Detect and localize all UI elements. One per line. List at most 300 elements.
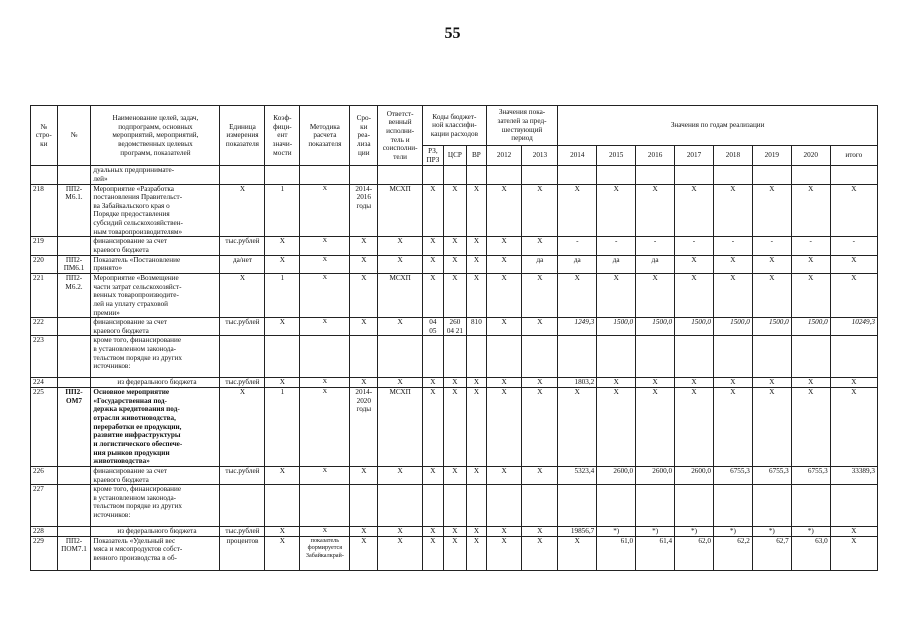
cell-unit: тыс.рублей <box>220 378 265 388</box>
cell-code-csr <box>443 336 467 378</box>
cell-value-2015: 1500,0 <box>597 318 636 336</box>
cell-deadline <box>350 166 378 184</box>
cell-item-code: ПП2- М6.1. <box>57 184 91 237</box>
header-csr: ЦСР <box>443 146 467 166</box>
header-coefficient: Коэф- фици- ент значи- мости <box>265 106 300 166</box>
cell-value-2019: Х <box>752 388 791 467</box>
header-year-2019: 2019 <box>752 146 791 166</box>
cell-code-vr: Х <box>467 527 486 537</box>
cell-value-2019 <box>752 485 791 527</box>
header-number: № <box>57 106 91 166</box>
cell-value-2013 <box>522 336 558 378</box>
cell-value-2014: Х <box>558 388 597 467</box>
cell-method <box>300 166 350 184</box>
cell-item-name: Основное мероприятие «Государственная под- держка кредитования под- отрасли животноводства, переработки ее продукции, развитие инфраструктуры и логистического обеспече- ния рынков продукции животноводства» <box>91 388 220 467</box>
cell-code-rz: Х <box>423 184 443 237</box>
cell-item-code <box>57 378 91 388</box>
cell-value-2015 <box>597 485 636 527</box>
cell-row-number: 227 <box>31 485 58 527</box>
cell-unit: тыс.рублей <box>220 466 265 484</box>
cell-total: Х <box>830 527 877 537</box>
cell-total: Х <box>830 184 877 237</box>
cell-item-name: кроме того, финансирование в установленном законода- тельством порядке из других источников: <box>91 336 220 378</box>
cell-code-csr: Х <box>443 378 467 388</box>
cell-code-csr: Х <box>443 527 467 537</box>
cell-value-2012 <box>486 485 522 527</box>
cell-coefficient: Х <box>265 378 300 388</box>
cell-value-2015: Х <box>597 388 636 467</box>
table-row <box>31 184 878 237</box>
cell-value-2016 <box>636 485 675 527</box>
cell-deadline: Х <box>350 237 378 255</box>
cell-row-number: 222 <box>31 318 58 336</box>
cell-row-number: 220 <box>31 255 58 273</box>
header-yearly-values: Значения по годам реализации <box>558 106 878 146</box>
cell-value-2019: Х <box>752 378 791 388</box>
cell-value-2019: 1500,0 <box>752 318 791 336</box>
cell-value-2016: да <box>636 255 675 273</box>
cell-code-csr: Х <box>443 466 467 484</box>
cell-value-2013: Х <box>522 527 558 537</box>
cell-unit: Х <box>220 273 265 317</box>
cell-value-2019: Х <box>752 255 791 273</box>
cell-row-number: 221 <box>31 273 58 317</box>
cell-coefficient: Х <box>265 536 300 570</box>
cell-code-csr: 260 04 21 <box>443 318 467 336</box>
cell-value-2015: 61,0 <box>597 536 636 570</box>
cell-value-2019: 6755,3 <box>752 466 791 484</box>
cell-value-2018 <box>713 485 752 527</box>
cell-value-2018: Х <box>713 255 752 273</box>
cell-value-2016 <box>636 336 675 378</box>
cell-item-name: Мероприятие «Возмещение части затрат сельскохозяйст- венных товаропроизводите- лей на уплату страховой премии» <box>91 273 220 317</box>
cell-value-2017: Х <box>675 388 714 467</box>
cell-responsible: Х <box>378 378 423 388</box>
cell-responsible: МСХП <box>378 273 423 317</box>
cell-value-2017: 2600,0 <box>675 466 714 484</box>
cell-responsible: Х <box>378 255 423 273</box>
cell-value-2012 <box>486 166 522 184</box>
header-vr: ВР <box>467 146 486 166</box>
cell-value-2012: Х <box>486 273 522 317</box>
cell-item-name: финансирование за счет краевого бюджета <box>91 237 220 255</box>
cell-value-2014 <box>558 485 597 527</box>
cell-code-rz: Х <box>423 237 443 255</box>
table-row <box>31 378 878 388</box>
cell-value-2016: Х <box>636 378 675 388</box>
cell-value-2012: Х <box>486 536 522 570</box>
cell-method: Х <box>300 378 350 388</box>
cell-coefficient: 1 <box>265 184 300 237</box>
cell-value-2017: - <box>675 237 714 255</box>
cell-value-2012 <box>486 336 522 378</box>
cell-unit: тыс.рублей <box>220 527 265 537</box>
cell-value-2018: Х <box>713 388 752 467</box>
cell-value-2020: Х <box>791 255 830 273</box>
cell-deadline: Х <box>350 318 378 336</box>
cell-value-2014: 5323,4 <box>558 466 597 484</box>
cell-value-2014: 19856,7 <box>558 527 597 537</box>
header-rz: РЗ, ПРЗ <box>423 146 443 166</box>
cell-coefficient: 1 <box>265 273 300 317</box>
cell-value-2014: Х <box>558 184 597 237</box>
cell-value-2020: Х <box>791 184 830 237</box>
header-total: итого <box>830 146 877 166</box>
cell-method: Х <box>300 388 350 467</box>
cell-item-code <box>57 485 91 527</box>
cell-unit: Х <box>220 184 265 237</box>
cell-method: Х <box>300 237 350 255</box>
cell-value-2014: Х <box>558 536 597 570</box>
cell-value-2013: да <box>522 255 558 273</box>
cell-item-name: финансирование за счет краевого бюджета <box>91 318 220 336</box>
cell-item-code <box>57 466 91 484</box>
cell-value-2016: 2600,0 <box>636 466 675 484</box>
cell-responsible: Х <box>378 237 423 255</box>
cell-total <box>830 485 877 527</box>
cell-value-2018: *) <box>713 527 752 537</box>
table-row <box>31 255 878 273</box>
cell-item-name: Мероприятие «Разработка постановления Правительст- ва Забайкальского края о Порядке предоставления субсидий сельскохозяйствен- ным товаропроизводителям» <box>91 184 220 237</box>
cell-total <box>830 166 877 184</box>
cell-unit: процентов <box>220 536 265 570</box>
cell-value-2020: 1500,0 <box>791 318 830 336</box>
cell-value-2012: Х <box>486 466 522 484</box>
cell-code-csr: Х <box>443 237 467 255</box>
cell-unit <box>220 166 265 184</box>
cell-value-2020: *) <box>791 527 830 537</box>
cell-responsible <box>378 336 423 378</box>
cell-value-2014 <box>558 336 597 378</box>
cell-coefficient <box>265 166 300 184</box>
cell-unit: Х <box>220 388 265 467</box>
cell-value-2018: 62,2 <box>713 536 752 570</box>
cell-code-csr <box>443 485 467 527</box>
cell-code-rz: Х <box>423 378 443 388</box>
header-method: Методика расчета показателя <box>300 106 350 166</box>
cell-value-2014: Х <box>558 273 597 317</box>
cell-row-number: 219 <box>31 237 58 255</box>
header-responsible: Ответст- венный исполни- тель и соисполни- тели <box>378 106 423 166</box>
cell-deadline: Х <box>350 536 378 570</box>
cell-value-2017 <box>675 336 714 378</box>
cell-method: Х <box>300 273 350 317</box>
cell-value-2014: да <box>558 255 597 273</box>
cell-value-2017: Х <box>675 378 714 388</box>
header-year-2020: 2020 <box>791 146 830 166</box>
cell-responsible: Х <box>378 527 423 537</box>
cell-value-2012: Х <box>486 184 522 237</box>
cell-value-2015: Х <box>597 184 636 237</box>
cell-method: Х <box>300 466 350 484</box>
cell-value-2017: *) <box>675 527 714 537</box>
table-row <box>31 388 878 467</box>
header-deadline: Сро- ки реа- лиза ции <box>350 106 378 166</box>
cell-item-name: кроме того, финансирование в установленном законода- тельством порядке из других источников: <box>91 485 220 527</box>
header-year-2016: 2016 <box>636 146 675 166</box>
cell-value-2015: Х <box>597 273 636 317</box>
cell-code-csr: Х <box>443 184 467 237</box>
cell-value-2012: Х <box>486 237 522 255</box>
cell-value-2018: Х <box>713 273 752 317</box>
cell-total: Х <box>830 255 877 273</box>
cell-value-2020: 63,0 <box>791 536 830 570</box>
cell-value-2015: Х <box>597 378 636 388</box>
cell-item-code: ПП2- ПОМ7.1 <box>57 536 91 570</box>
cell-value-2013: Х <box>522 318 558 336</box>
cell-code-vr: Х <box>467 466 486 484</box>
cell-row-number: 229 <box>31 536 58 570</box>
cell-row-number: 223 <box>31 336 58 378</box>
header-previous-values: Значения пока- зателей за пред- шествующий период <box>486 106 558 146</box>
cell-code-rz: 04 05 <box>423 318 443 336</box>
cell-value-2019: 62,7 <box>752 536 791 570</box>
cell-value-2017 <box>675 166 714 184</box>
cell-coefficient <box>265 485 300 527</box>
program-table <box>30 105 878 571</box>
cell-value-2019 <box>752 166 791 184</box>
table-row <box>31 237 878 255</box>
cell-coefficient: Х <box>265 318 300 336</box>
cell-value-2018: - <box>713 237 752 255</box>
cell-method: показатель формируется Забайкалкрай- <box>300 536 350 570</box>
cell-unit: да/нет <box>220 255 265 273</box>
cell-code-rz: Х <box>423 388 443 467</box>
cell-value-2014: 1803,2 <box>558 378 597 388</box>
cell-value-2018: Х <box>713 378 752 388</box>
cell-value-2016 <box>636 166 675 184</box>
cell-code-vr <box>467 166 486 184</box>
table-row <box>31 536 878 570</box>
cell-value-2013: Х <box>522 184 558 237</box>
cell-value-2015 <box>597 166 636 184</box>
cell-total: Х <box>830 378 877 388</box>
header-year-2014: 2014 <box>558 146 597 166</box>
cell-value-2017: 1500,0 <box>675 318 714 336</box>
cell-code-rz: Х <box>423 273 443 317</box>
cell-code-csr: Х <box>443 273 467 317</box>
cell-total: - <box>830 237 877 255</box>
cell-item-name: Показатель «Удельный вес мяса и мясопродуктов собст- венного производства в об- <box>91 536 220 570</box>
table-row <box>31 336 878 378</box>
cell-row-number: 226 <box>31 466 58 484</box>
cell-value-2013: Х <box>522 273 558 317</box>
cell-total: Х <box>830 388 877 467</box>
cell-code-rz: Х <box>423 466 443 484</box>
cell-value-2017 <box>675 485 714 527</box>
cell-coefficient: Х <box>265 255 300 273</box>
cell-value-2016: 61,4 <box>636 536 675 570</box>
cell-value-2019: Х <box>752 273 791 317</box>
header-year-2018: 2018 <box>713 146 752 166</box>
cell-code-rz <box>423 336 443 378</box>
cell-value-2015 <box>597 336 636 378</box>
cell-responsible: Х <box>378 466 423 484</box>
cell-code-vr: Х <box>467 536 486 570</box>
cell-value-2016: - <box>636 237 675 255</box>
cell-deadline: Х <box>350 466 378 484</box>
cell-value-2013: Х <box>522 237 558 255</box>
cell-unit <box>220 336 265 378</box>
cell-coefficient: Х <box>265 466 300 484</box>
cell-total: Х <box>830 536 877 570</box>
cell-deadline <box>350 336 378 378</box>
cell-value-2016: Х <box>636 388 675 467</box>
cell-deadline: Х <box>350 378 378 388</box>
table-row <box>31 166 878 184</box>
cell-deadline: 2014- 2016 годы <box>350 184 378 237</box>
cell-value-2012: Х <box>486 318 522 336</box>
cell-value-2017: Х <box>675 255 714 273</box>
cell-code-vr: Х <box>467 237 486 255</box>
cell-code-rz: Х <box>423 527 443 537</box>
cell-value-2014: - <box>558 237 597 255</box>
cell-value-2019: - <box>752 237 791 255</box>
cell-value-2012: Х <box>486 388 522 467</box>
cell-item-code <box>57 527 91 537</box>
cell-code-rz <box>423 166 443 184</box>
cell-responsible: МСХП <box>378 388 423 467</box>
table-row <box>31 527 878 537</box>
header-year-2013: 2013 <box>522 146 558 166</box>
cell-value-2017: Х <box>675 273 714 317</box>
cell-item-code <box>57 237 91 255</box>
cell-value-2018 <box>713 166 752 184</box>
cell-item-code <box>57 318 91 336</box>
cell-deadline: Х <box>350 527 378 537</box>
header-name: Наименование целей, задач, подпрограмм, основных мероприятий, мероприятий, ведомственных целевых программ, показателей <box>91 106 220 166</box>
cell-value-2017: Х <box>675 184 714 237</box>
cell-item-name: из федерального бюджета <box>91 527 220 537</box>
cell-item-name: финансирование за счет краевого бюджета <box>91 466 220 484</box>
cell-method <box>300 485 350 527</box>
header-year-2015: 2015 <box>597 146 636 166</box>
cell-code-rz: Х <box>423 536 443 570</box>
cell-item-name: Показатель «Постановление принято» <box>91 255 220 273</box>
cell-value-2014 <box>558 166 597 184</box>
cell-deadline <box>350 485 378 527</box>
cell-code-csr: Х <box>443 255 467 273</box>
cell-deadline: Х <box>350 255 378 273</box>
cell-item-code: ПП2- ПМ6.1 <box>57 255 91 273</box>
cell-responsible: Х <box>378 318 423 336</box>
cell-code-vr <box>467 485 486 527</box>
cell-code-rz: Х <box>423 255 443 273</box>
cell-code-csr <box>443 166 467 184</box>
cell-responsible: Х <box>378 536 423 570</box>
cell-total: 33389,3 <box>830 466 877 484</box>
cell-row-number: 228 <box>31 527 58 537</box>
cell-value-2015: - <box>597 237 636 255</box>
cell-method <box>300 336 350 378</box>
cell-value-2018: 6755,3 <box>713 466 752 484</box>
cell-value-2012: Х <box>486 255 522 273</box>
cell-value-2019: Х <box>752 184 791 237</box>
page-number: 55 <box>444 25 461 42</box>
table-row <box>31 485 878 527</box>
table-header <box>31 106 878 166</box>
cell-unit: тыс.рублей <box>220 237 265 255</box>
cell-method: Х <box>300 184 350 237</box>
cell-method: Х <box>300 318 350 336</box>
cell-value-2016: 1500,0 <box>636 318 675 336</box>
cell-row-number <box>31 166 58 184</box>
cell-unit: тыс.рублей <box>220 318 265 336</box>
cell-value-2020: Х <box>791 388 830 467</box>
cell-value-2016: *) <box>636 527 675 537</box>
cell-value-2019 <box>752 336 791 378</box>
cell-code-vr: Х <box>467 255 486 273</box>
cell-value-2017: 62,0 <box>675 536 714 570</box>
cell-code-vr: 810 <box>467 318 486 336</box>
cell-coefficient <box>265 336 300 378</box>
cell-value-2015: 2600,0 <box>597 466 636 484</box>
cell-item-code <box>57 166 91 184</box>
cell-value-2020: 6755,3 <box>791 466 830 484</box>
cell-item-code: ПП2- ОМ7 <box>57 388 91 467</box>
cell-coefficient: Х <box>265 237 300 255</box>
cell-value-2018: 1500,0 <box>713 318 752 336</box>
cell-value-2020 <box>791 166 830 184</box>
cell-value-2013: Х <box>522 388 558 467</box>
cell-coefficient: 1 <box>265 388 300 467</box>
cell-method: Х <box>300 527 350 537</box>
table-row <box>31 273 878 317</box>
cell-value-2013 <box>522 166 558 184</box>
cell-value-2012: Х <box>486 378 522 388</box>
cell-unit <box>220 485 265 527</box>
cell-coefficient: Х <box>265 527 300 537</box>
cell-total: Х <box>830 273 877 317</box>
cell-code-csr: Х <box>443 536 467 570</box>
cell-code-csr: Х <box>443 388 467 467</box>
cell-row-number: 225 <box>31 388 58 467</box>
cell-code-vr: Х <box>467 388 486 467</box>
cell-value-2016: Х <box>636 273 675 317</box>
cell-total: 10249,3 <box>830 318 877 336</box>
cell-code-vr: Х <box>467 378 486 388</box>
cell-value-2020: Х <box>791 378 830 388</box>
cell-item-code <box>57 336 91 378</box>
cell-total <box>830 336 877 378</box>
cell-value-2015: *) <box>597 527 636 537</box>
cell-item-code: ПП2- М6.2. <box>57 273 91 317</box>
cell-code-vr <box>467 336 486 378</box>
cell-deadline: Х <box>350 273 378 317</box>
cell-deadline: 2014- 2020 годы <box>350 388 378 467</box>
header-unit: Единица измерения показателя <box>220 106 265 166</box>
cell-value-2016: Х <box>636 184 675 237</box>
cell-responsible: МСХП <box>378 184 423 237</box>
cell-value-2020: Х <box>791 273 830 317</box>
table-row <box>31 318 878 336</box>
cell-value-2020 <box>791 336 830 378</box>
cell-value-2012: Х <box>486 527 522 537</box>
cell-method: Х <box>300 255 350 273</box>
cell-code-vr: Х <box>467 184 486 237</box>
cell-code-rz <box>423 485 443 527</box>
header-year-2017: 2017 <box>675 146 714 166</box>
cell-row-number: 224 <box>31 378 58 388</box>
cell-responsible <box>378 166 423 184</box>
cell-row-number: 218 <box>31 184 58 237</box>
cell-value-2018 <box>713 336 752 378</box>
cell-item-name: из федерального бюджета <box>91 378 220 388</box>
cell-value-2013: Х <box>522 466 558 484</box>
table-row <box>31 466 878 484</box>
cell-value-2020: - <box>791 237 830 255</box>
cell-item-name: дуальных предпринимате- лей» <box>91 166 220 184</box>
